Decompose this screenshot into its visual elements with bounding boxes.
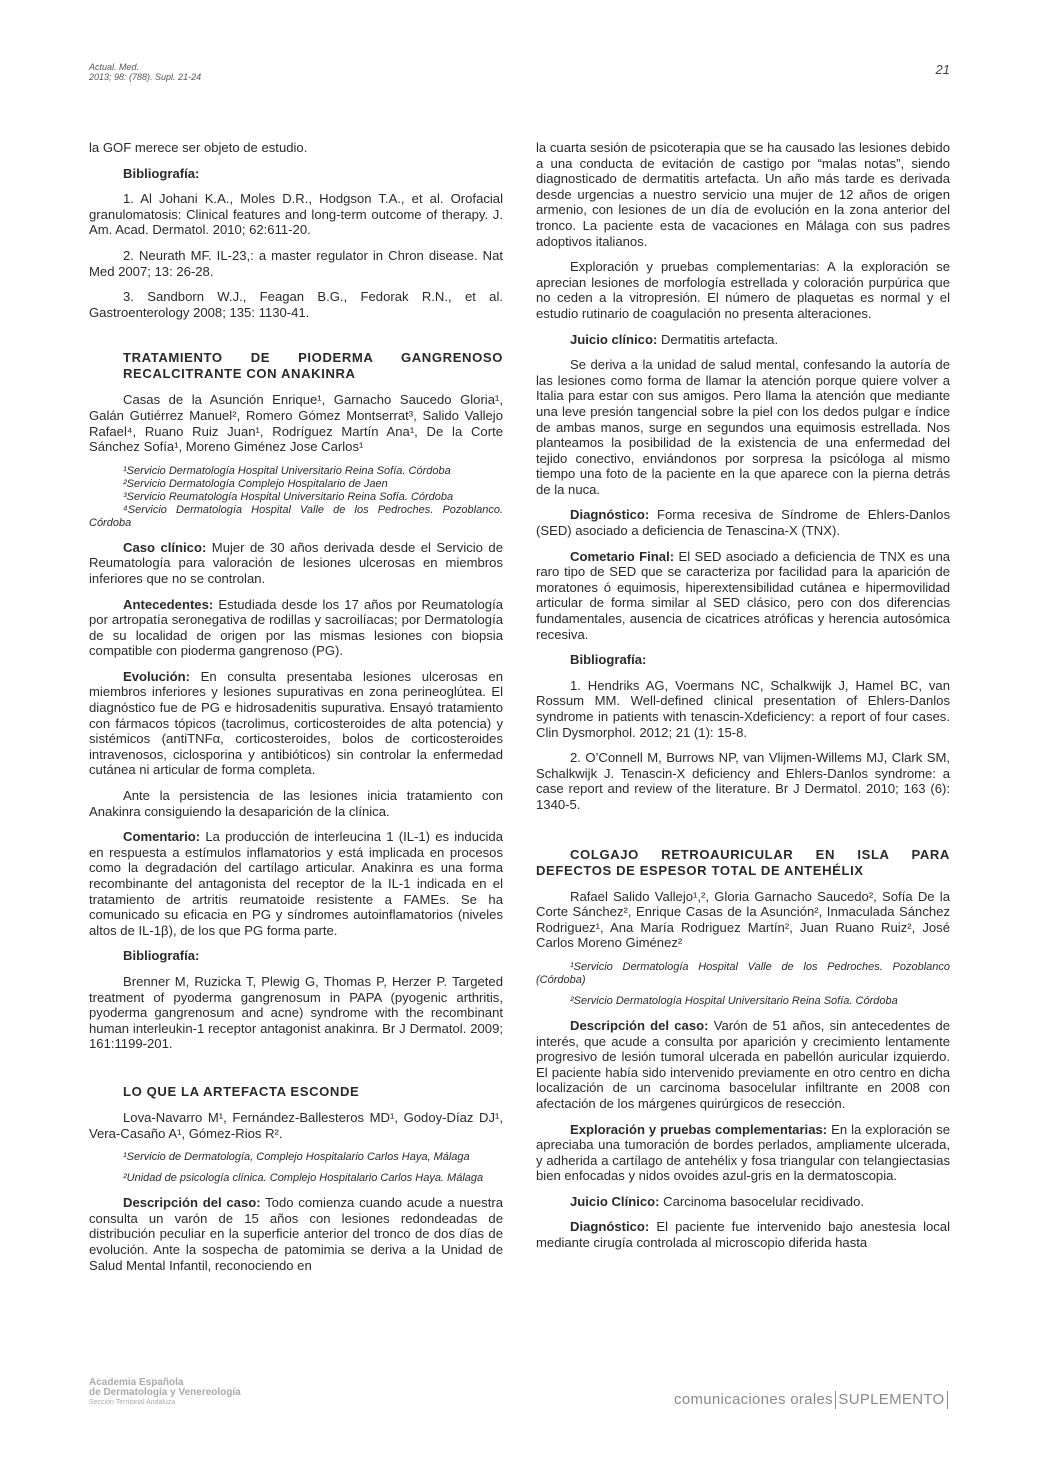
paragraph-label: Comentario: [123, 829, 201, 845]
comment-paragraph [89, 829, 503, 938]
exploration-paragraph [536, 1122, 950, 1184]
separator-bar [947, 1391, 949, 1409]
separator-bar [835, 1391, 837, 1409]
bibliography-item: 2. Neurath MF. IL-23,: a master regulator in Chron disease. Nat Med 2007; 13: 26-28. [89, 247, 503, 279]
intro-line: la GOF merece ser objeto de estudio. [89, 140, 308, 155]
paragraph-text: En la exploración se apreciaba una tumoración de bordes perlados, ampliamente ulcerada, y adherida a cartílago de antehélix y fosa triangular con telangiectasias bien enfocadas y nidos ovoides azul-gris en la dermatoscopia. [536, 1121, 950, 1184]
exploration-paragraph: Exploración y pruebas complementarias: A la exploración se aprecian lesiones de morfología estrellada y coloración purpúrica que no ceden a la vitropresión. El número de plaquetas es normal y el estudio rutinario de coagulación no presenta alteraciones. [536, 259, 950, 321]
diagnosis-paragraph [536, 507, 950, 538]
paragraph-label: Descripción del caso: [570, 1017, 709, 1033]
affiliations [536, 961, 950, 1008]
paragraph-text: La producción de interleucina 1 (IL-1) es inducida en respuesta a estímulos inflamatorios y está implicada en procesos como la degradación del cartílago articular. Anakinra es una forma recombinante del antagonista del receptor de la IL-1 indicada en el tratamiento de artritis reumatoide resistente a FAMEs. Se ha comunicado su eficacia en PG y síndromes autoinflamatorios (niveles altos de IL-1β), de los que PG forma parte. [89, 829, 503, 938]
case-description-paragraph [89, 1195, 503, 1273]
affiliation: ²Unidad de psicología clínica. Complejo Hospitalario Carlos Haya. Málaga [123, 1172, 484, 1185]
paragraph-label: Descripción del caso: [123, 1195, 261, 1211]
paragraph-text: El paciente fue intervenido bajo anestesia local mediante cirugía controlada al microscopio diferida hasta [536, 1219, 950, 1251]
bibliography-heading: Bibliografía: [123, 165, 200, 181]
diagnosis-paragraph [536, 1219, 950, 1250]
affiliation: ⁴Servicio Dermatología Hospital Valle de los Pedroches. Pozoblanco. Córdoba [89, 503, 503, 529]
case-description-paragraph [536, 1018, 950, 1112]
affiliation: ³Servicio Reumatología Hospital Universitario Reina Sofía. Córdoba [123, 490, 454, 503]
affiliation: ¹Servicio de Dermatología, Complejo Hospitalario Carlos Haya, Málaga [123, 1151, 470, 1164]
paragraph-label: Caso clínico: [123, 539, 207, 555]
organization-logo [89, 1378, 241, 1408]
org-name-line: Academia Española [89, 1377, 184, 1388]
evolution-paragraph [89, 669, 503, 778]
org-name-line: de Dermatología y Venereología [89, 1387, 241, 1398]
bibliography-item: Brenner M, Ruzicka T, Plewig G, Thomas P, Herzer P. Targeted treatment of pyoderma gangrenosum in PAPA (pyogenic arthritis, pyoderma gangrenosum and acne) syndrome with the recombinant human interleukin-1 receptor antagonist anakinra. Br J Dermatol. 2009; 161:1199-201. [89, 973, 503, 1052]
treatment-paragraph: Ante la persistencia de las lesiones inicia tratamiento con Anakinra consiguiendo la desaparición de la clínica. [89, 788, 503, 819]
paragraph-text: Estudiada desde los 17 años por Reumatología por artropatía seronegativa de rodillas y sacroilíacas; por Dermatología de su localidad de origen por las mismas lesiones con biopsia compatible con pioderma gangrenoso (PG). [89, 596, 503, 659]
left-column [89, 140, 503, 1283]
affiliations [89, 1151, 503, 1185]
paragraph-label: Juicio clínico: [570, 331, 658, 347]
referral-paragraph: Se deriva a la unidad de salud mental, confesando la autoría de las lesiones como forma de llamar la atención porque quiere volver a Italia para estar con sus amigos. Pero llama la atención que mediante una leve presión tangencial sobre la piel con los dedos pulgar e índice de ambas manos, surge en segundos una equimosis estrellada. Nos planteamos la posibilidad de la existencia de una enfermedad del tejido conectivo, enviándonos por sorpresa la psicóloga al mismo tiempo una foto de la paciente en la que aparece con la pierna detrás de la nuca. [536, 357, 950, 497]
case-paragraph [89, 540, 503, 587]
bibliography-item: 1. Hendriks AG, Voermans NC, Schalkwijk J, Hamel BC, van Rossum MM. Well-defined clinical presentation of Ehlers-Danlos syndrome in patients with tenascin-Xdeficiency: a report of four cases. Clin Dysmorphol. 2012; 21 (1): 15-8. [536, 677, 950, 740]
judgment-paragraph [536, 332, 950, 348]
right-column [536, 140, 950, 1261]
bibliography-heading: Bibliografía: [123, 948, 200, 964]
supplement-label: SUPLEMENTO [838, 1391, 945, 1408]
paragraph-text: El SED asociado a deficiencia de TNX es una raro tipo de SED que se caracteriza por facilidad para la aparición de moratones ó equimosis, hiperextensibilidad cutánea e hipermovilidad articular de forma similar al SED clásico, pero con dos diferencias fundamentales, ausencia de cicatrices atróficas y herencia autosómica recesiva. [536, 548, 951, 642]
paragraph-text: Todo comienza cuando acude a nuestra consulta un varón de 15 años con lesiones redondeadas de distribución peculiar en la superficie anterior del tronco de dos días de evolución. Ante la sospecha de patomimia se deriva a la Unidad de Salud Mental Infantil, reconociendo en [89, 1195, 503, 1273]
affiliation: ²Servicio Dermatología Hospital Universitario Reina Sofía. Córdoba [570, 994, 898, 1007]
bibliography-heading: Bibliografía: [570, 652, 647, 668]
author-list: Casas de la Asunción Enrique¹, Garnacho Saucedo Gloria¹, Galán Gutiérrez Manuel², Romero Gómez Montserrat³, Salido Vallejo Rafael⁴, Ruano Ruiz Juan¹, Rodríguez Martín Ana¹, De la Corte Sánchez Sofía¹, Moreno Giménez Jose Carlos¹ [89, 392, 503, 455]
journal-citation [89, 62, 201, 82]
paragraph-text: Mujer de 30 años derivada desde el Servicio de Reumatología para valoración de lesiones ulcerosas en miembros inferiores que no se controlan. [89, 539, 503, 586]
section-title: COLGAJO RETROAURICULAR EN ISLA PARA DEFECTOS DE ESPESOR TOTAL DE ANTEHÉLIX [536, 846, 950, 878]
paragraph-label: Antecedentes: [123, 596, 214, 612]
paragraph-label: Cometario Final: [570, 548, 675, 564]
section-footer [674, 1391, 950, 1409]
paragraph-label: Exploración y pruebas complementarias: [570, 1121, 828, 1137]
paragraph-label: Diagnóstico: [570, 507, 650, 523]
author-list: Lova-Navarro M¹, Fernández-Ballesteros MD¹, Godoy-Díaz DJ¹, Vera-Casaño A¹, Gómez-Rios R². [89, 1109, 503, 1141]
journal-issue: 2013; 98: (788). Supl. 21-24 [89, 72, 202, 82]
author-list: Rafael Salido Vallejo¹,², Gloria Garnacho Saucedo², Sofía De la Corte Sánchez², Enrique Casas de la Asunción², Inmaculada Sánchez Rodriguez¹, Ana María Rodriguez Martín², Juan Ruano Ruiz², José Carlos Moreno Giménez² [536, 888, 950, 951]
affiliations [89, 465, 503, 530]
bibliography-item: 2. O’Connell M, Burrows NP, van Vlijmen-Willems MJ, Clark SM, Schalkwijk J. Tenascin-X deficiency and Ehlers-Danlos syndrome: a case report and review of the literature. Br J Dermatol. 2010; 163 (6): 1340-5. [536, 750, 950, 812]
org-section-line: Sección Territorial Andaluza [89, 1399, 176, 1406]
continued-paragraph: la cuarta sesión de psicoterapia que se ha causado las lesiones debido a una conducta de evitación de castigo por “malas notas”, siendo diagnosticado de dermatitis artefacta. Un año más tarde es derivada desde urgencias a nuestro servicio una mujer de 12 años de origen armenio, con lesiones de un día de evolución en la zona anterior del tronco. La paciente esta de vacaciones en Málaga con sus padres adoptivos italianos. [536, 140, 950, 249]
bibliography-item: 3. Sandborn W.J., Feagan B.G., Fedorak R.N., et al. Gastroenterology 2008; 135: 1130-41. [89, 289, 503, 320]
paragraph-label: Diagnóstico: [570, 1219, 650, 1235]
affiliation: ¹Servicio Dermatología Hospital Universitario Reina Sofía. Córdoba [123, 464, 451, 477]
judgment-paragraph [536, 1194, 950, 1210]
paragraph-text: Dermatitis artefacta. [657, 331, 779, 347]
affiliation: ¹Servicio Dermatología Hospital Valle de los Pedroches. Pozoblanco (Córdoba) [536, 960, 950, 986]
affiliation: ²Servicio Dermatología Complejo Hospitalario de Jaen [123, 477, 388, 490]
section-title: TRATAMIENTO DE PIODERMA GANGRENOSO RECALCITRANTE CON ANAKINRA [123, 350, 503, 382]
bibliography-item: 1. Al Johani K.A., Moles D.R., Hodgson T.A., et al. Orofacial granulomatosis: Clinical features and long-term outcome of therapy. J. Am. Acad. Dermatol. 2010; 62:611-20. [89, 191, 503, 238]
paragraph-text: Carcinoma basocelular recidivado. [659, 1193, 864, 1209]
section-title: LO QUE LA ARTEFACTA ESCONDE [123, 1083, 360, 1099]
paragraph-label: Evolución: [123, 668, 190, 684]
paragraph-text: Forma recesiva de Síndrome de Ehlers-Danlos (SED) asociado a deficiencia de Tenascina-X (TNX). [536, 507, 950, 539]
paragraph-label: Juicio Clínico: [570, 1193, 660, 1209]
page-number: 21 [935, 62, 950, 77]
section-label: comunicaciones orales [674, 1391, 833, 1408]
final-comment-paragraph [536, 549, 950, 643]
journal-name: Actual. Med. [89, 62, 140, 72]
paragraph-text: En consulta presentaba lesiones ulcerosas en miembros inferiores y lesiones supurativas en zona perineoglútea. El diagnóstico fue de PG e hidrosadenitis supurativa. Ensayó tratamiento con fármacos tópicos (tacrolimus, corticosteroides de alta potencia) y sistémicos (antiTNFα, corticosteroides, bolos de corticosteroides intravenosos, ciclosporina y antibióticos) sin controlar la enfermedad cutánea ni articular de forma completa. [89, 668, 503, 778]
paragraph-text: Varón de 51 años, sin antecedentes de interés, que acude a consulta por aparición y crecimiento lentamente progresivo de lesión tumoral ulcerada en pabellón auricular izquierdo. El paciente había sido intervenido previamente en otro centro en dicha localización de un carcinoma basocelular infiltrante en 2008 con afectación de los márgenes quirúrgicos de resección. [536, 1017, 950, 1111]
history-paragraph [89, 597, 503, 659]
